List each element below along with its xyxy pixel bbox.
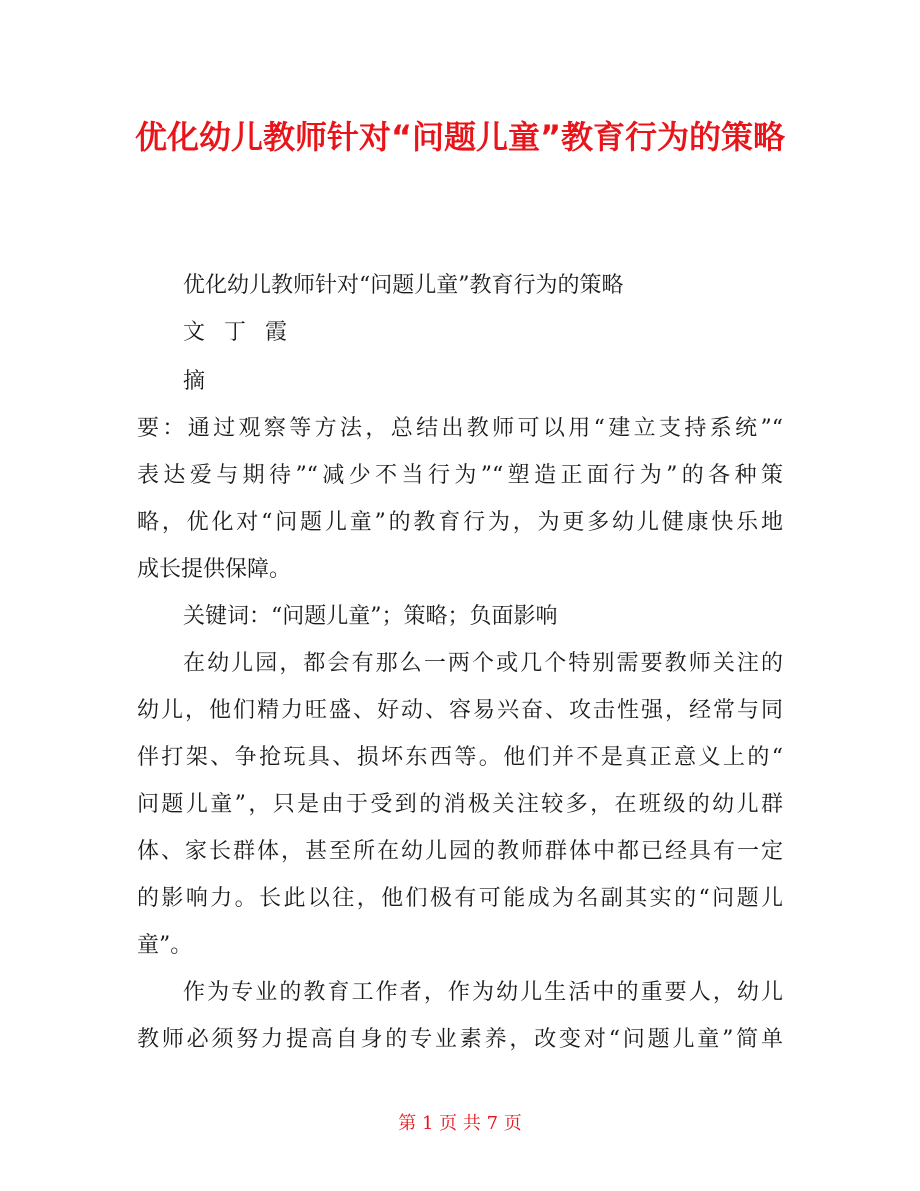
- body-line-7: 童”。: [137, 933, 193, 958]
- keywords-line: 关键词：“问题儿童”；策略；负面影响: [183, 604, 558, 629]
- page-footer: 第 1 页 共 7 页: [398, 1113, 522, 1134]
- body-line-4: 问题儿童”，只是由于受到的消极关注较多，在班级的幼儿群: [137, 792, 783, 817]
- body-line-2: 幼儿，他们精力旺盛、好动、容易兴奋、攻击性强，经常与同: [137, 698, 783, 723]
- author-line: 文 丁 霞: [183, 320, 293, 345]
- abstract-label-line: 摘: [183, 369, 206, 394]
- body-line-1: 在幼儿园，都会有那么一两个或几个特别需要教师关注的: [183, 651, 783, 676]
- abstract-line-3: 略，优化对“问题儿童”的教育行为，为更多幼儿健康快乐地: [137, 510, 783, 535]
- abstract-line-2: 表达爱与期待”“减少不当行为”“塑造正面行为”的各种策: [137, 463, 783, 488]
- body-line-8: 作为专业的教育工作者，作为幼儿生活中的重要人，幼儿: [183, 980, 783, 1005]
- body-line-3: 伴打架、争抢玩具、损坏东西等。他们并不是真正意义上的“: [137, 745, 783, 770]
- body-line-5: 体、家长群体，甚至所在幼儿园的教师群体中都已经具有一定: [137, 839, 783, 864]
- body-line-6: 的影响力。长此以往，他们极有可能成为名副其实的“问题儿: [137, 886, 783, 911]
- subtitle-line: 优化幼儿教师针对“问题儿童”教育行为的策略: [183, 273, 624, 298]
- abstract-line-4: 成长提供保障。: [137, 557, 292, 582]
- body-line-9: 教师必须努力提高自身的专业素养，改变对“问题儿童”简单: [137, 1027, 783, 1052]
- abstract-line-1: 要：通过观察等方法，总结出教师可以用“建立支持系统”“: [137, 416, 783, 441]
- document-title: 优化幼儿教师针对“问题儿童”教育行为的策略: [134, 118, 786, 156]
